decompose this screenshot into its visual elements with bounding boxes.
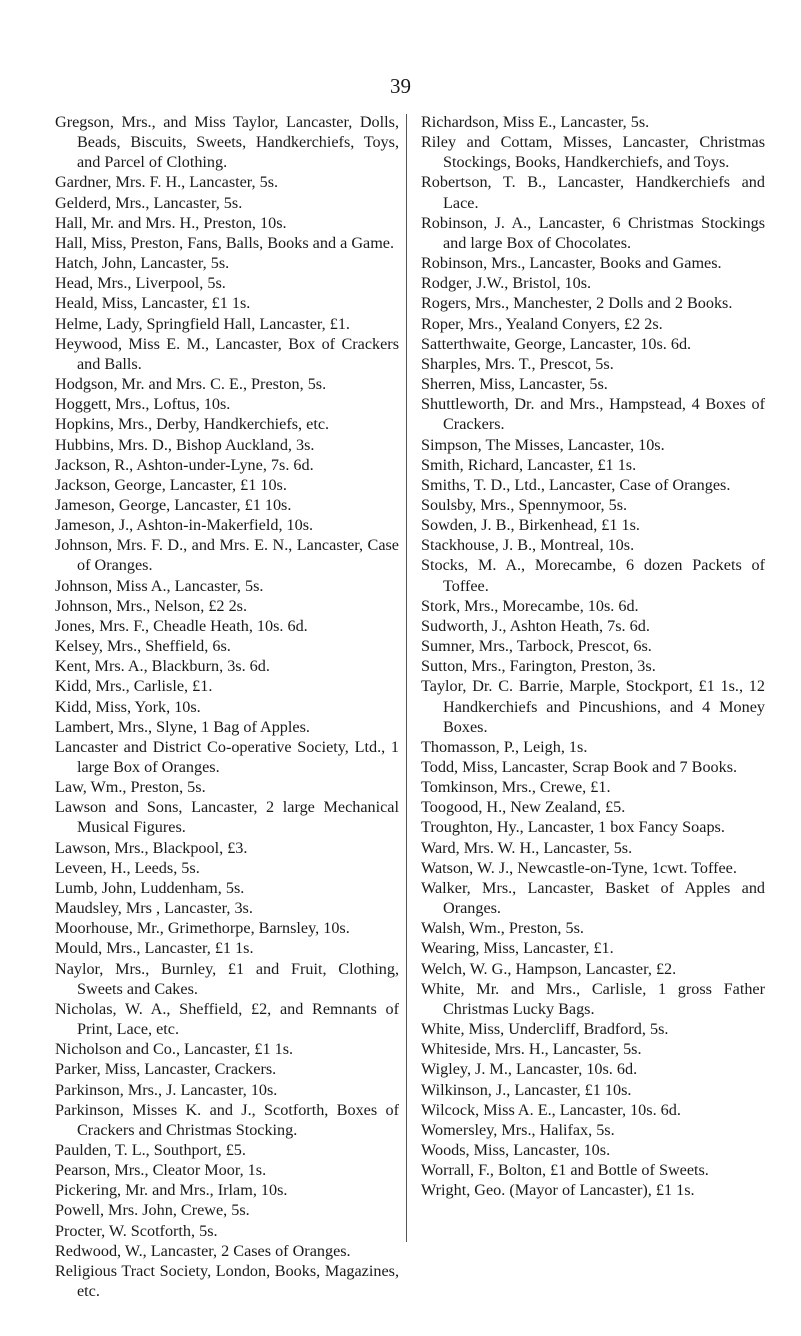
donor-entry: Paulden, T. L., Southport, £5. bbox=[55, 1140, 246, 1159]
donor-entry: Hubbins, Mrs. D., Bishop Auckland, 3s. bbox=[55, 435, 315, 454]
donor-entry: Robinson, Mrs., Lancaster, Books and Games. bbox=[421, 254, 722, 273]
donor-list-left-column bbox=[55, 112, 399, 1301]
column-divider bbox=[406, 114, 407, 1242]
donor-entry: Sudworth, J., Ashton Heath, 7s. 6d. bbox=[421, 616, 650, 635]
donor-entry: Wilcock, Miss A. E., Lancaster, 10s. 6d. bbox=[421, 1100, 681, 1119]
donor-entry: Sherren, Miss, Lancaster, 5s. bbox=[421, 375, 608, 394]
donor-entry: Lawson and Sons, Lancaster, 2 large Mechanical Musical Figures. bbox=[55, 798, 399, 837]
donor-entry: Jones, Mrs. F., Cheadle Heath, 10s. 6d. bbox=[55, 616, 308, 635]
donor-entry: Mould, Mrs., Lancaster, £1 1s. bbox=[55, 939, 254, 958]
donor-entry: Richardson, Miss E., Lancaster, 5s. bbox=[421, 113, 650, 131]
donor-entry: White, Miss, Undercliff, Bradford, 5s. bbox=[421, 1020, 669, 1039]
donor-entry: Robinson, J. A., Lancaster, 6 Christmas Stockings and large Box of Chocolates. bbox=[421, 213, 765, 252]
donor-entry: Riley and Cottam, Misses, Lancaster, Christmas Stockings, Books, Handkerchiefs, and Toys. bbox=[421, 133, 765, 172]
donor-entry: Gregson, Mrs., and Miss Taylor, Lancaster, Dolls, Beads, Biscuits, Sweets, Handkerchiefs, Toys, and Parcel of Clothing. bbox=[55, 113, 399, 172]
donor-entry: Jackson, George, Lancaster, £1 10s. bbox=[55, 475, 287, 494]
donor-entry: Womersley, Mrs., Halifax, 5s. bbox=[421, 1120, 615, 1139]
donor-entry: Powell, Mrs. John, Crewe, 5s. bbox=[55, 1201, 250, 1220]
donor-list-right-column bbox=[421, 112, 765, 1200]
donor-entry: Wilkinson, J., Lancaster, £1 10s. bbox=[421, 1080, 632, 1099]
donor-entry: Nicholas, W. A., Sheffield, £2, and Remnants of Print, Lace, etc. bbox=[55, 999, 399, 1039]
donor-entry: Leveen, H., Leeds, 5s. bbox=[55, 858, 200, 877]
donor-entry: Hodgson, Mr. and Mrs. C. E., Preston, 5s. bbox=[55, 375, 327, 394]
donor-entry: Jameson, George, Lancaster, £1 10s. bbox=[55, 495, 292, 514]
donor-entry: Tomkinson, Mrs., Crewe, £1. bbox=[421, 778, 611, 797]
donor-entry: Jameson, J., Ashton-in-Makerfield, 10s. bbox=[55, 516, 314, 535]
donor-entry: Hall, Mr. and Mrs. H., Preston, 10s. bbox=[55, 213, 287, 232]
donor-entry: Heald, Miss, Lancaster, £1 1s. bbox=[55, 294, 251, 313]
donor-entry: Kidd, Mrs., Carlisle, £1. bbox=[55, 677, 213, 696]
donor-entry: Procter, W. Scotforth, 5s. bbox=[55, 1221, 218, 1240]
donor-entry: Parker, Miss, Lancaster, Crackers. bbox=[55, 1060, 277, 1079]
donor-entry: Johnson, Miss A., Lancaster, 5s. bbox=[55, 576, 264, 595]
donor-entry: Heywood, Miss E. M., Lancaster, Box of Crackers and Balls. bbox=[55, 334, 399, 373]
donor-entry: Smiths, T. D., Ltd., Lancaster, Case of Oranges. bbox=[421, 475, 731, 494]
donor-entry: Hall, Miss, Preston, Fans, Balls, Books and a Game. bbox=[55, 233, 395, 252]
page-number: 39 bbox=[390, 74, 411, 98]
donor-entry: Pickering, Mr. and Mrs., Irlam, 10s. bbox=[55, 1181, 288, 1200]
donor-entry: Simpson, The Misses, Lancaster, 10s. bbox=[421, 435, 665, 454]
donor-entry: Thomasson, P., Leigh, 1s. bbox=[421, 737, 588, 756]
donor-entry: Parkinson, Mrs., J. Lancaster, 10s. bbox=[55, 1080, 278, 1099]
donor-entry: Kidd, Miss, York, 10s. bbox=[55, 697, 201, 716]
donor-entry: Lambert, Mrs., Slyne, 1 Bag of Apples. bbox=[55, 717, 310, 736]
donor-entry: Naylor, Mrs., Burnley, £1 and Fruit, Clothing, Sweets and Cakes. bbox=[55, 959, 399, 998]
donor-entry: Worrall, F., Bolton, £1 and Bottle of Sweets. bbox=[421, 1161, 709, 1180]
donor-entry: Roper, Mrs., Yealand Conyers, £2 2s. bbox=[421, 314, 663, 333]
donor-entry: Sutton, Mrs., Farington, Preston, 3s. bbox=[421, 657, 656, 676]
donor-entry: Parkinson, Misses K. and J., Scotforth, Boxes of Crackers and Christmas Stocking. bbox=[55, 1100, 399, 1139]
donor-entry: Johnson, Mrs. F. D., and Mrs. E. N., Lancaster, Case of Oranges. bbox=[55, 536, 399, 575]
donor-entry: Nicholson and Co., Lancaster, £1 1s. bbox=[55, 1040, 294, 1059]
donor-entry: Helme, Lady, Springfield Hall, Lancaster, £1. bbox=[55, 314, 350, 333]
donor-entry: Moorhouse, Mr., Grimethorpe, Barnsley, 10s. bbox=[55, 919, 350, 938]
donor-entry: Hoggett, Mrs., Loftus, 10s. bbox=[55, 395, 231, 414]
donor-entry: Smith, Richard, Lancaster, £1 1s. bbox=[421, 455, 637, 474]
donor-entry: Troughton, Hy., Lancaster, 1 box Fancy Soaps. bbox=[421, 818, 725, 837]
donor-entry: Kelsey, Mrs., Sheffield, 6s. bbox=[55, 637, 231, 656]
donor-entry: Sharples, Mrs. T., Prescot, 5s. bbox=[421, 354, 614, 373]
donor-entry: Gardner, Mrs. F. H., Lancaster, 5s. bbox=[55, 173, 279, 192]
donor-entry: Ward, Mrs. W. H., Lancaster, 5s. bbox=[421, 838, 633, 857]
donor-entry: Gelderd, Mrs., Lancaster, 5s. bbox=[55, 193, 243, 212]
donor-entry: Religious Tract Society, London, Books, Magazines, etc. bbox=[55, 1261, 399, 1301]
donor-entry: Lumb, John, Luddenham, 5s. bbox=[55, 878, 245, 897]
donor-entry: White, Mr. and Mrs., Carlisle, 1 gross Father Christmas Lucky Bags. bbox=[421, 979, 765, 1018]
donor-entry: Wearing, Miss, Lancaster, £1. bbox=[421, 939, 614, 958]
donor-entry: Jackson, R., Ashton-under-Lyne, 7s. 6d. bbox=[55, 455, 314, 474]
donor-entry: Pearson, Mrs., Cleator Moor, 1s. bbox=[55, 1161, 267, 1180]
donor-entry: Kent, Mrs. A., Blackburn, 3s. 6d. bbox=[55, 657, 270, 676]
donor-entry: Wright, Geo. (Mayor of Lancaster), £1 1s. bbox=[421, 1181, 695, 1200]
donor-entry: Wigley, J. M., Lancaster, 10s. 6d. bbox=[421, 1060, 638, 1079]
donor-entry: Toogood, H., New Zealand, £5. bbox=[421, 798, 626, 817]
donor-entry: Soulsby, Mrs., Spennymoor, 5s. bbox=[421, 495, 628, 514]
donor-entry: Todd, Miss, Lancaster, Scrap Book and 7 Books. bbox=[421, 758, 738, 776]
donor-entry: Law, Wm., Preston, 5s. bbox=[55, 778, 206, 797]
donor-entry: Sumner, Mrs., Tarbock, Prescot, 6s. bbox=[421, 637, 652, 656]
donor-entry: Lancaster and District Co-operative Society, Ltd., 1 large Box of Oranges. bbox=[55, 737, 399, 776]
donor-entry: Redwood, W., Lancaster, 2 Cases of Oranges. bbox=[55, 1241, 351, 1260]
donor-entry: Head, Mrs., Liverpool, 5s. bbox=[55, 274, 226, 293]
donor-entry: Welch, W. G., Hampson, Lancaster, £2. bbox=[421, 959, 677, 978]
donor-entry: Satterthwaite, George, Lancaster, 10s. 6d. bbox=[421, 334, 692, 353]
donor-entry: Lawson, Mrs., Blackpool, £3. bbox=[55, 838, 248, 857]
donor-entry: Stork, Mrs., Morecambe, 10s. 6d. bbox=[421, 596, 639, 615]
donor-entry: Walsh, Wm., Preston, 5s. bbox=[421, 919, 584, 938]
donor-entry: Taylor, Dr. C. Barrie, Marple, Stockport, £1 1s., 12 Handkerchiefs and Pincushions, and 4 Money Boxes. bbox=[421, 677, 765, 736]
donor-entry: Walker, Mrs., Lancaster, Basket of Apples and Oranges. bbox=[421, 878, 765, 918]
donor-entry: Robertson, T. B., Lancaster, Handkerchiefs and Lace. bbox=[421, 173, 765, 212]
donor-entry: Stocks, M. A., Morecambe, 6 dozen Packets of Toffee. bbox=[421, 556, 765, 595]
donor-entry: Hatch, John, Lancaster, 5s. bbox=[55, 254, 230, 273]
donor-entry: Watson, W. J., Newcastle-on-Tyne, 1cwt. Toffee. bbox=[421, 858, 737, 877]
donor-entry: Stackhouse, J. B., Montreal, 10s. bbox=[421, 536, 635, 555]
donor-entry: Whiteside, Mrs. H., Lancaster, 5s. bbox=[421, 1040, 642, 1059]
donor-entry: Hopkins, Mrs., Derby, Handkerchiefs, etc. bbox=[55, 415, 330, 434]
donor-entry: Maudsley, Mrs , Lancaster, 3s. bbox=[55, 899, 253, 918]
donor-entry: Rodger, J.W., Bristol, 10s. bbox=[421, 274, 592, 293]
donor-entry: Johnson, Mrs., Nelson, £2 2s. bbox=[55, 596, 248, 615]
donor-entry: Rogers, Mrs., Manchester, 2 Dolls and 2 Books. bbox=[421, 294, 733, 313]
donor-entry: Shuttleworth, Dr. and Mrs., Hampstead, 4 Boxes of Crackers. bbox=[421, 395, 765, 434]
donor-entry: Sowden, J. B., Birkenhead, £1 1s. bbox=[421, 516, 640, 535]
donor-entry: Woods, Miss, Lancaster, 10s. bbox=[421, 1140, 611, 1159]
